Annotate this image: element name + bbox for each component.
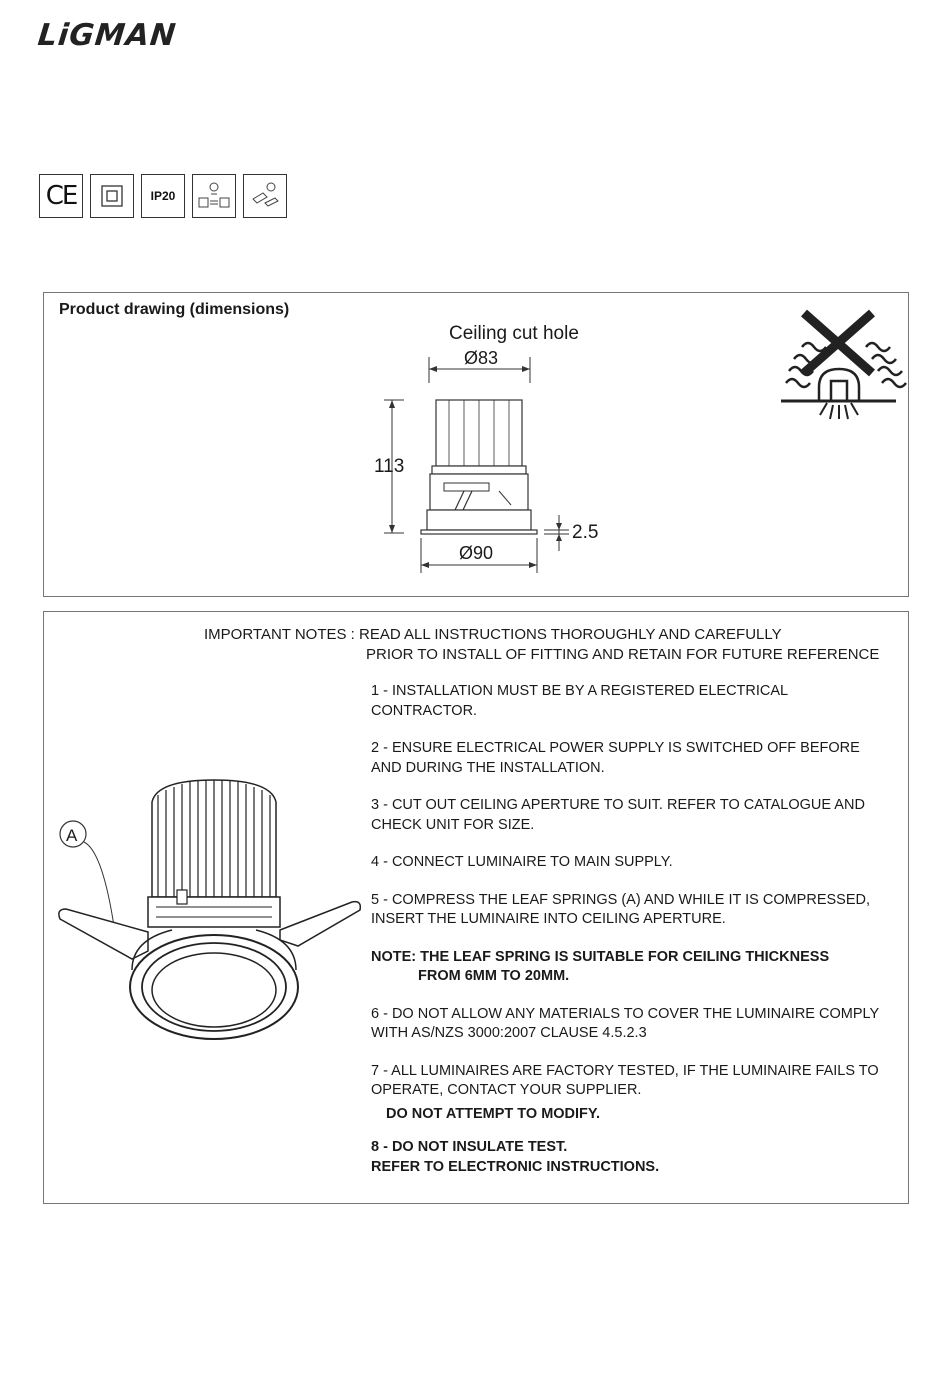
leaf-spring-note-line1: NOTE: THE LEAF SPRING IS SUITABLE FOR CEILING THICKNESS: [371, 948, 830, 965]
notes-heading-line2: PRIOR TO INSTALL OF FITTING AND RETAIN FOR FUTURE REFERENCE: [366, 646, 880, 663]
no-insulation-cover-icon: [781, 313, 906, 419]
outer-dimension: Ø90: [459, 543, 494, 563]
note-3: 3 - CUT OUT CEILING APERTURE TO SUIT. REFER TO CATALOGUE AND CHECK UNIT FOR SIZE.: [371, 797, 865, 833]
notes-heading: [204, 625, 879, 665]
note-7: [371, 1062, 891, 1125]
note-8-line1: 8 - DO NOT INSULATE TEST.: [371, 1139, 568, 1155]
trim-dimension: 2.5: [572, 522, 599, 543]
note-7-text: 7 - ALL LUMINAIRES ARE FACTORY TESTED, IF THE LUMINAIRE FAILS TO OPERATE, CONTACT YOUR SUPPLIER.: [371, 1062, 879, 1098]
callout-label: A: [66, 826, 78, 845]
fixture-illustration: [44, 762, 364, 1052]
ce-mark-icon: CE: [39, 174, 83, 218]
dimension-drawing: [44, 293, 910, 598]
brand-logo: LiGMAN: [36, 18, 179, 53]
cut-hole-label: Ceiling cut hole: [449, 323, 579, 344]
drawing-title: Product drawing (dimensions): [59, 301, 290, 318]
installation-notes-panel: [43, 611, 909, 1204]
class-ii-icon: [90, 174, 134, 218]
note-2: 2 - ENSURE ELECTRICAL POWER SUPPLY IS SWITCHED OFF BEFORE AND DURING THE INSTALLATION.: [371, 740, 860, 776]
note-4: 4 - CONNECT LUMINAIRE TO MAIN SUPPLY.: [371, 854, 673, 870]
note-8: [371, 1138, 891, 1177]
notes-heading-line1: IMPORTANT NOTES : READ ALL INSTRUCTIONS THOROUGHLY AND CAREFULLY: [204, 626, 782, 643]
notes-list: [371, 682, 891, 1195]
dimmable-icon: [192, 174, 236, 218]
certification-icons: [39, 174, 287, 218]
driver-icon: [243, 174, 287, 218]
note-5: 5 - COMPRESS THE LEAF SPRINGS (A) AND WHILE IT IS COMPRESSED, INSERT THE LUMINAIRE INTO CEILING APERTURE.: [371, 891, 871, 927]
ip-rating-badge: IP20: [141, 174, 185, 218]
note-8-line2: REFER TO ELECTRONIC INSTRUCTIONS.: [371, 1158, 660, 1175]
leaf-spring-note: [371, 948, 891, 987]
note-1: 1 - INSTALLATION MUST BE BY A REGISTERED ELECTRICAL CONTRACTOR.: [371, 683, 788, 719]
product-drawing-panel: [43, 292, 909, 597]
height-dimension: 113: [374, 456, 405, 477]
note-6: 6 - DO NOT ALLOW ANY MATERIALS TO COVER THE LUMINAIRE COMPLY WITH AS/NZS 3000:2007 CLAUSE 4.5.2.3: [371, 1005, 879, 1041]
leaf-spring-note-line2: FROM 6MM TO 20MM.: [418, 968, 570, 984]
note-7-warning: DO NOT ATTEMPT TO MODIFY.: [386, 1105, 601, 1122]
cut-hole-dimension: Ø83: [464, 348, 499, 368]
